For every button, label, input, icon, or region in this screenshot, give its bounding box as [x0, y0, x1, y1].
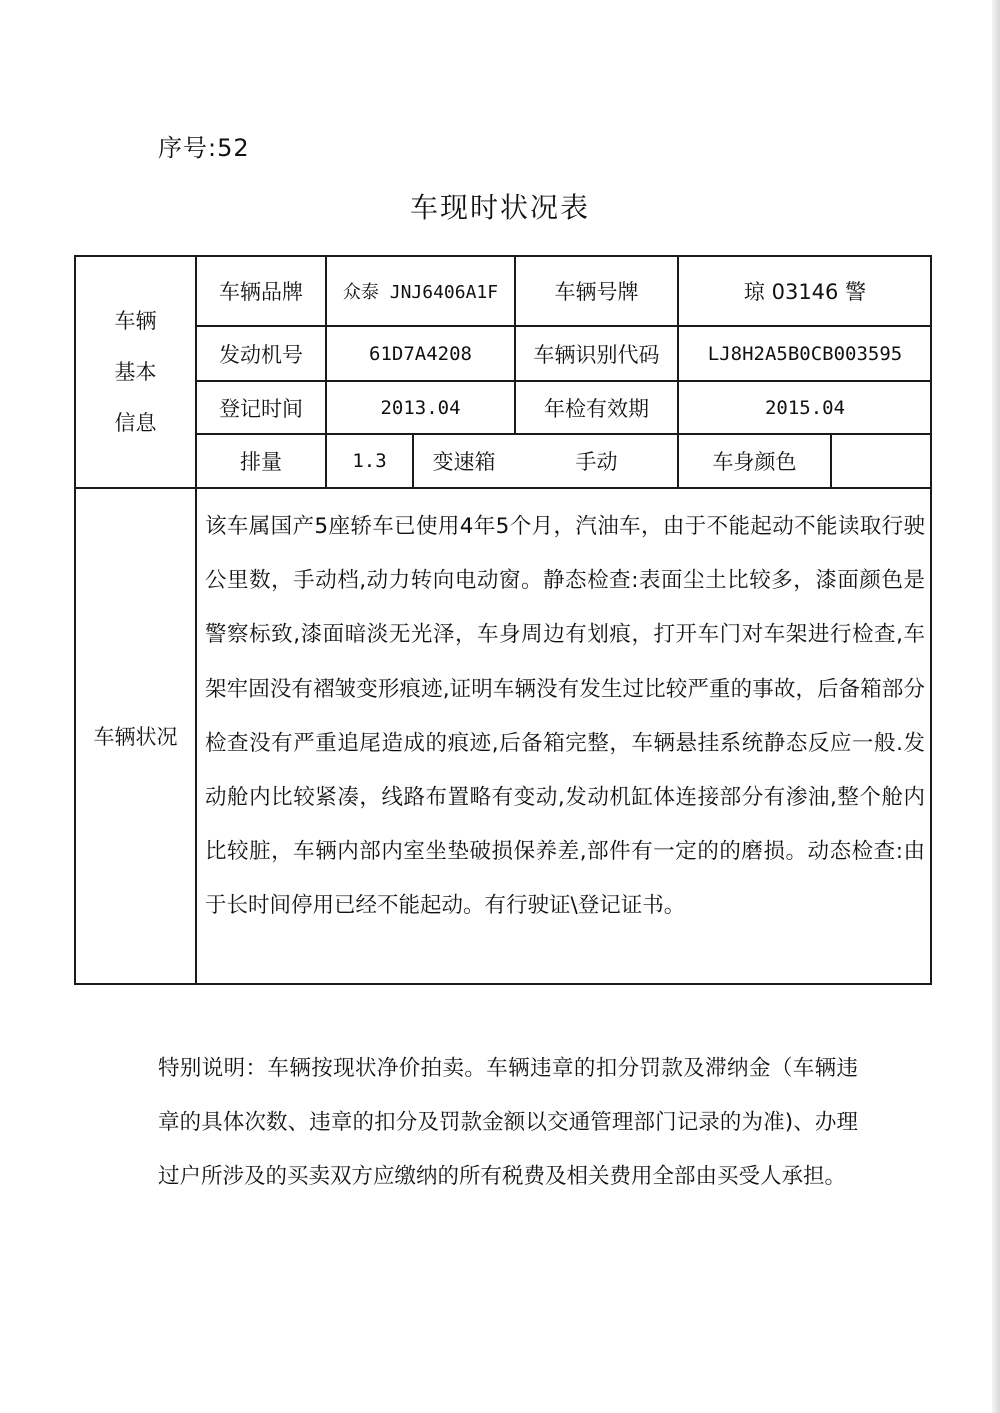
- inspection-value: 2015.04: [764, 396, 846, 419]
- gearbox-value: 手动: [575, 450, 618, 474]
- brand-label: 车辆品牌: [219, 280, 303, 304]
- brand-value: 众泰 JNJ6406A1F: [342, 282, 499, 303]
- condition-description: 该车属国产5座轿车已使用4年5个月，汽油车，由于不能起动不能读取行驶公里数，手动档,动力转向电动窗。静态检查:表面尘土比较多，漆面颜色是警察标致,漆面暗淡无光泽，车身周边有划痕，打开车门对车架进行检查,车架牢固没有褶皱变形痕迹,证明车辆没有发生过比较严重的事故，后备箱部分检查没有严重追尾造成的痕迹,后备箱完整，车辆悬挂系统静态反应一般.发动舱内比较紧凑，线路布置略有变动,发动机缸体连接部分有渗油,整个舱内比较脏，车辆内部内室坐垫破损保养差,部件有一定的的磨损。动态检查:由于长时间停用已经不能起动。有行驶证\登记证书。: [205, 514, 925, 919]
- engine-label: 发动机号: [219, 342, 303, 367]
- vin-label: 车辆识别代码: [533, 342, 660, 367]
- gearbox-label: 变速箱: [432, 450, 496, 474]
- document-title: 车现时状况表: [409, 191, 590, 224]
- section-label-basic-info: [76, 295, 195, 450]
- section-label-line: 车辆: [114, 309, 157, 333]
- section-label-line: 信息: [114, 411, 157, 435]
- body-color-value: [832, 435, 931, 487]
- displacement-label: 排量: [240, 450, 282, 474]
- condition-label: 车辆状况: [93, 725, 178, 749]
- vin-value: LJ8H2A5B0CB003595: [707, 342, 903, 365]
- body-color-label: 车身颜色: [712, 450, 797, 474]
- registration-value: 2013.04: [380, 396, 461, 419]
- table-hline-section: [75, 487, 931, 489]
- engine-value: 61D7A4208: [369, 342, 472, 365]
- serial-number: 序号:52: [158, 134, 250, 162]
- special-note: 特别说明：车辆按现状净价拍卖。车辆违章的扣分罚款及滞纳金（车辆违章的具体次数、违章的扣分及罚款金额以交通管理部门记录的为准)、办理过户所涉及的买卖双方应缴纳的所有税费及相关费用全部由买受人承担。: [158, 1056, 858, 1189]
- plate-value: 琼 03146 警: [743, 280, 867, 304]
- inspection-label: 年检有效期: [544, 396, 649, 421]
- displacement-value: 1.3: [352, 450, 387, 472]
- plate-label: 车辆号牌: [554, 280, 639, 304]
- section-label-line: 基本: [114, 360, 157, 384]
- registration-label: 登记时间: [219, 396, 303, 421]
